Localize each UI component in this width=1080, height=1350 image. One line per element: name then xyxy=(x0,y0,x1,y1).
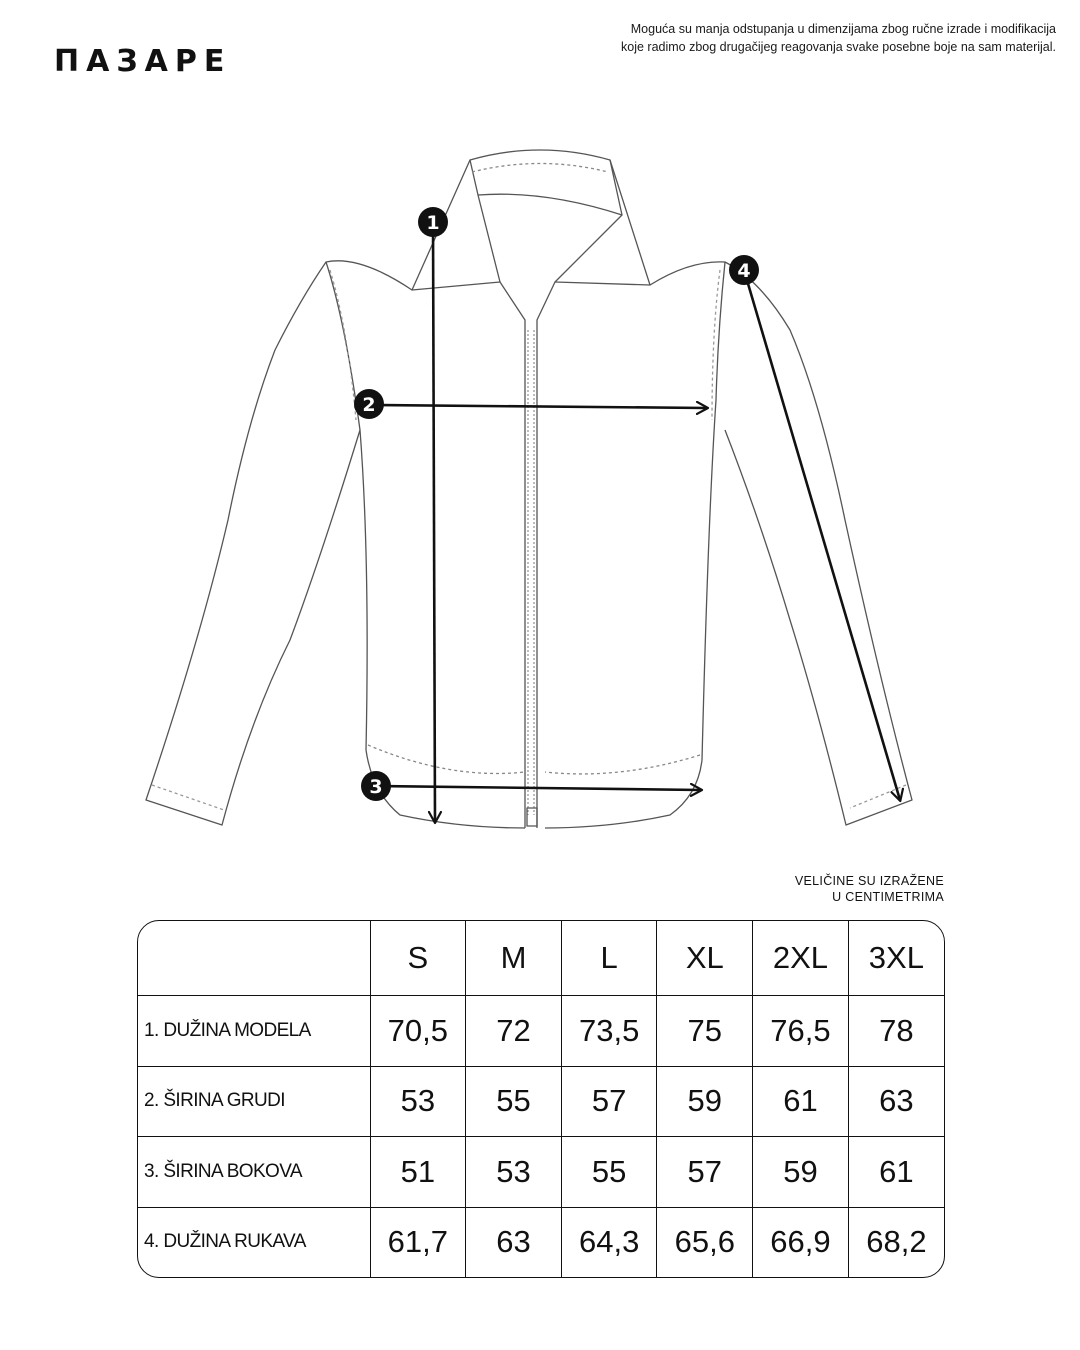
marker-3-label: 3 xyxy=(369,776,383,798)
table-row xyxy=(138,996,944,1067)
value-cell: 63 xyxy=(848,1066,944,1137)
value-cell: 55 xyxy=(561,1137,657,1208)
size-header: M xyxy=(466,921,562,996)
value-cell: 66,9 xyxy=(753,1207,849,1277)
value-cell: 73,5 xyxy=(561,996,657,1067)
size-header: L xyxy=(561,921,657,996)
measure-line-sleeve xyxy=(744,270,900,800)
size-header-row xyxy=(138,921,944,996)
units-note-line-1: VELIČINE SU IZRAŽENE xyxy=(794,874,944,888)
measurement-lines xyxy=(369,222,900,822)
value-cell: 57 xyxy=(561,1066,657,1137)
table-row xyxy=(138,1137,944,1208)
value-cell: 51 xyxy=(370,1137,466,1208)
table-row xyxy=(138,1207,944,1277)
value-cell: 70,5 xyxy=(370,996,466,1067)
value-cell: 68,2 xyxy=(848,1207,944,1277)
value-cell: 72 xyxy=(466,996,562,1067)
value-cell: 59 xyxy=(657,1066,753,1137)
value-cell: 64,3 xyxy=(561,1207,657,1277)
units-note-line-2: U CENTIMETRIMA xyxy=(832,890,944,904)
value-cell: 61,7 xyxy=(370,1207,466,1277)
brand-logo: ΠΑЗАРЕ xyxy=(54,44,232,79)
row-label: 2. ŠIRINA GRUDI xyxy=(138,1066,370,1137)
value-cell: 76,5 xyxy=(753,996,849,1067)
value-cell: 61 xyxy=(753,1066,849,1137)
size-header: 3XL xyxy=(848,921,944,996)
row-label: 4. DUŽINA RUKAVA xyxy=(138,1207,370,1277)
table-row xyxy=(138,1066,944,1137)
size-header: XL xyxy=(657,921,753,996)
disclaimer-line-1: Moguća su manja odstupanja u dimenzijama zbog ručne izrade i modifikacija xyxy=(630,22,1056,36)
measurement-markers xyxy=(354,207,759,801)
value-cell: 78 xyxy=(848,996,944,1067)
value-cell: 61 xyxy=(848,1137,944,1208)
marker-2-label: 2 xyxy=(362,394,376,416)
measure-line-chest xyxy=(369,405,707,408)
jacket-outline xyxy=(146,150,912,828)
value-cell: 75 xyxy=(657,996,753,1067)
size-header: 2XL xyxy=(753,921,849,996)
size-header: S xyxy=(370,921,466,996)
corner-cell xyxy=(138,921,370,996)
value-cell: 65,6 xyxy=(657,1207,753,1277)
value-cell: 55 xyxy=(466,1066,562,1137)
marker-4-label: 4 xyxy=(737,260,751,282)
row-label: 3. ŠIRINA BOKOVA xyxy=(138,1137,370,1208)
value-cell: 53 xyxy=(466,1137,562,1208)
units-note xyxy=(795,873,944,905)
value-cell: 59 xyxy=(753,1137,849,1208)
value-cell: 57 xyxy=(657,1137,753,1208)
measure-line-hips xyxy=(376,786,701,790)
disclaimer-line-2: koje radimo zbog drugačijeg reagovanja svake posebne boje na sam materijal. xyxy=(621,40,1056,54)
value-cell: 53 xyxy=(370,1066,466,1137)
measure-line-length xyxy=(433,222,435,822)
marker-1-label: 1 xyxy=(426,212,440,234)
value-cell: 63 xyxy=(466,1207,562,1277)
size-chart-table xyxy=(137,920,945,1278)
row-label: 1. DUŽINA MODELA xyxy=(138,996,370,1067)
